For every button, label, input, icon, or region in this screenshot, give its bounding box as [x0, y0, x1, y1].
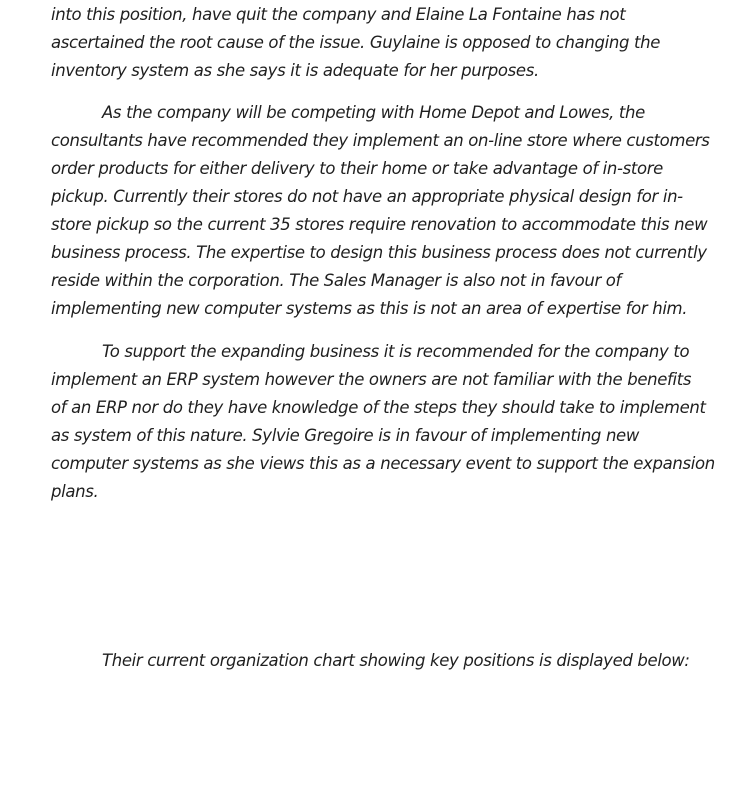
paragraph-line: implementing new computer systems as this is not an area of expertise for him. — [51, 299, 688, 318]
paragraph-line: of an ERP nor do they have knowledge of the steps they should take to implement — [51, 398, 706, 417]
paragraph-line: computer systems as she views this as a necessary event to support the expansion — [51, 454, 715, 473]
paragraph-line: reside within the corporation. The Sales Manager is also not in favour of — [51, 271, 622, 290]
paragraph-line: business process. The expertise to design this business process does not currently — [51, 243, 707, 262]
paragraph-line: plans. — [51, 482, 99, 501]
paragraph-line: as system of this nature. Sylvie Gregoire is in favour of implementing new — [51, 426, 640, 445]
paragraph-line: implement an ERP system however the owners are not familiar with the benefits — [51, 370, 692, 389]
paragraph-line: into this position, have quit the company and Elaine La Fontaine has not — [51, 5, 626, 24]
paragraph-line: As the company will be competing with Home Depot and Lowes, the — [102, 103, 645, 122]
paragraph-line: inventory system as she says it is adequate for her purposes. — [51, 61, 539, 80]
paragraph-line: To support the expanding business it is recommended for the company to — [102, 342, 690, 361]
paragraph-line: consultants have recommended they implement an on-line store where customers — [51, 131, 710, 150]
paragraph-line: ascertained the root cause of the issue. Guylaine is opposed to changing the — [51, 33, 660, 52]
paragraph-line: store pickup so the current 35 stores require renovation to accommodate this new — [51, 215, 708, 234]
paragraph-line: Their current organization chart showing key positions is displayed below: — [102, 651, 690, 670]
paragraph-line: order products for either delivery to their home or take advantage of in-store — [51, 159, 663, 178]
paragraph-line: pickup. Currently their stores do not have an appropriate physical design for in- — [51, 187, 683, 206]
